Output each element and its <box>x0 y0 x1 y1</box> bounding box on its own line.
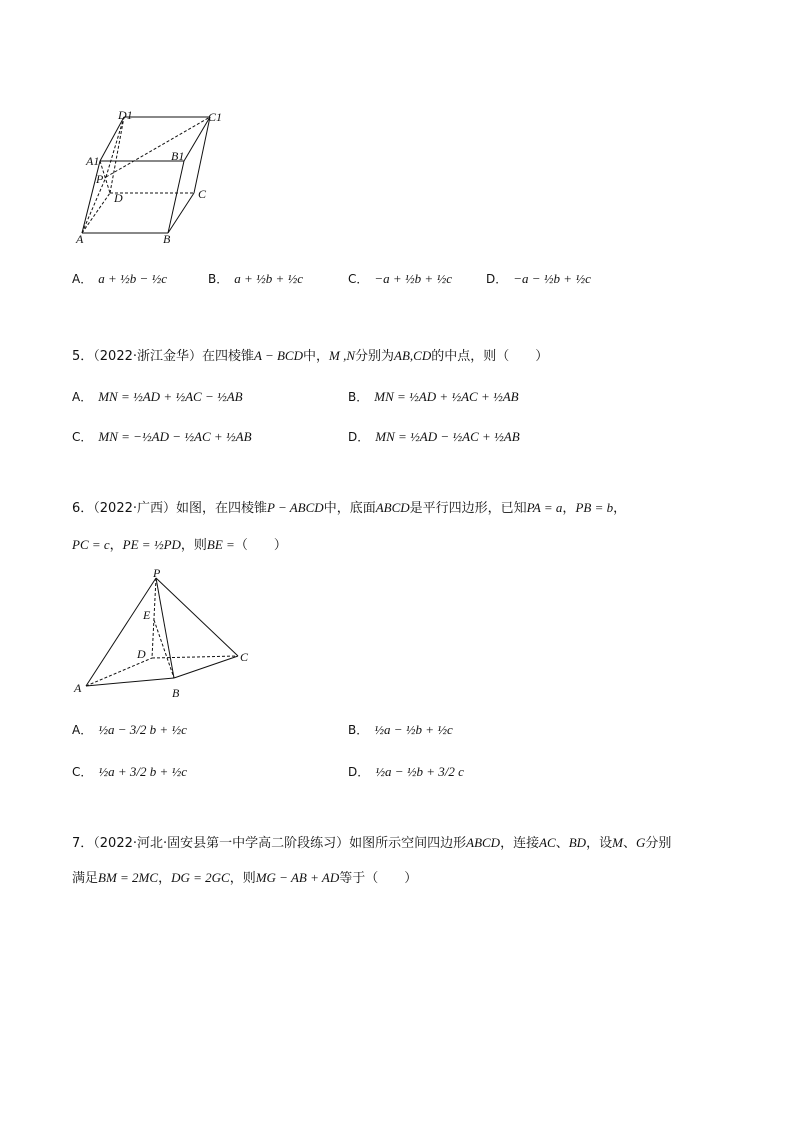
q5-option-a[interactable]: A． MN = ½AD + ½AC − ½AB <box>72 388 243 404</box>
fig1-label-c: C <box>198 187 207 201</box>
parallelepiped-figure <box>70 105 230 250</box>
fig2-label-a: A <box>74 681 82 695</box>
q5-stem: 5．（2022·浙江金华）在四棱锥A − BCD中，M ,N分别为AB,CD的中点，则（ ） <box>72 348 549 364</box>
q6-option-b[interactable]: B． ½a − ½b + ½c <box>348 721 453 737</box>
q6-stem-line2: PC = c，PE = ½PD，则BE =（ ） <box>72 537 287 553</box>
q5-option-c[interactable]: C． MN = −½AD − ½AC + ½AB <box>72 428 252 444</box>
fig2-label-c: C <box>240 650 249 664</box>
q4-option-a-expr: a + ½b − ½c <box>98 270 168 286</box>
fig1-label-a1: A1 <box>86 154 100 168</box>
fig2-label-b: B <box>172 686 180 700</box>
pyramid-figure <box>80 568 260 698</box>
q4-option-b-expr: a + ½b + ½c <box>234 270 304 286</box>
q7-stem-line1: 7．（2022·河北·固安县第一中学高二阶段练习）如图所示空间四边形ABCD，连接AC、BD，设M、G分别 <box>72 835 672 851</box>
q4-option-b[interactable]: B． a + ½b + ½c <box>208 270 304 286</box>
q4-option-c-expr: −a + ½b + ½c <box>374 270 452 286</box>
q6-option-d[interactable]: D． ½a − ½b + 3/2 c <box>348 763 464 779</box>
q5-option-d[interactable]: D． MN = ½AD − ½AC + ½AB <box>348 428 520 444</box>
fig2-label-p: P <box>153 566 161 580</box>
q4-option-c[interactable]: C． −a + ½b + ½c <box>348 270 452 286</box>
q4-option-d[interactable]: D． −a − ½b + ½c <box>486 270 591 286</box>
q4-option-a[interactable]: A． a + ½b − ½c <box>72 270 168 286</box>
fig1-label-d: D <box>114 191 123 205</box>
q6-option-a[interactable]: A． ½a − 3/2 b + ½c <box>72 721 187 737</box>
fig1-label-b1: B1 <box>171 149 185 163</box>
q5-option-b[interactable]: B． MN = ½AD + ½AC + ½AB <box>348 388 519 404</box>
q7-stem-line2: 满足BM = 2MC，DG = 2GC，则MG − AB + AD等于（ ） <box>72 870 418 886</box>
fig1-label-a: A <box>76 232 84 246</box>
fig2-label-e: E <box>143 608 151 622</box>
fig1-label-p: P <box>96 172 104 186</box>
fig1-label-c1: C1 <box>208 110 223 124</box>
q6-stem-line1: 6．（2022·广西）如图，在四棱锥P − ABCD中，底面ABCD是平行四边形，已知PA = a，PB = b， <box>72 500 627 516</box>
fig1-label-b: B <box>163 232 171 246</box>
q4-option-d-expr: −a − ½b + ½c <box>513 270 591 286</box>
fig1-label-d1: D1 <box>118 108 133 122</box>
fig2-label-d: D <box>137 647 146 661</box>
q6-option-c[interactable]: C． ½a + 3/2 b + ½c <box>72 763 188 779</box>
